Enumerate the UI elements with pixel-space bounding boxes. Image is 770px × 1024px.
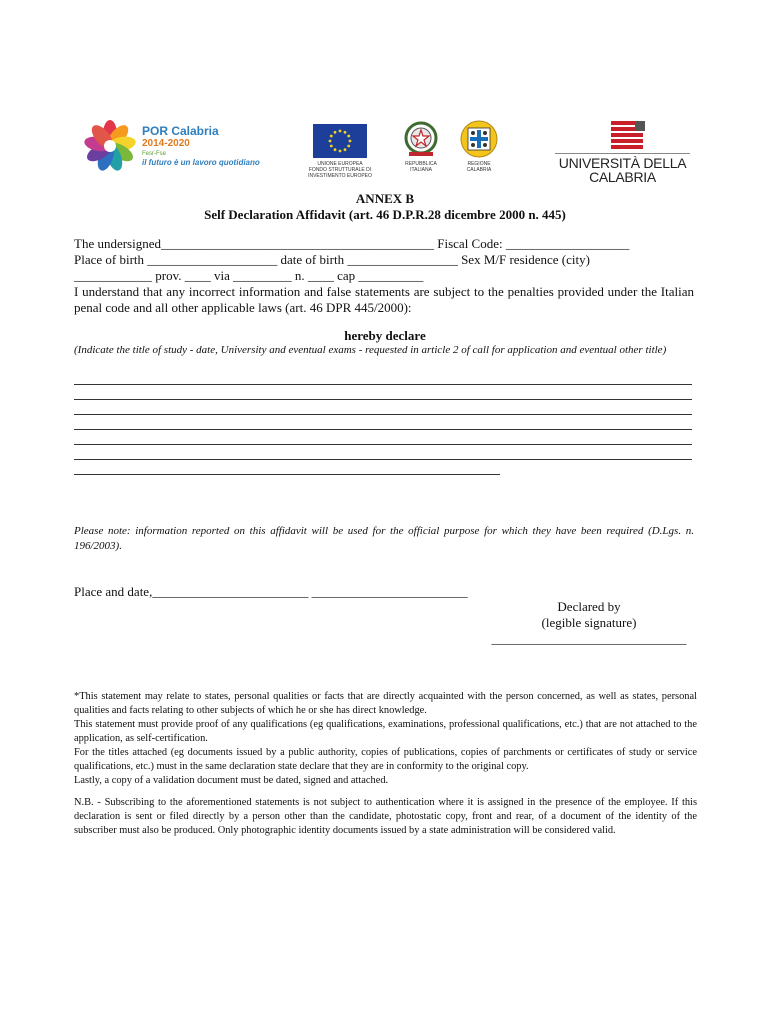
footnote-4: Lastly, a copy of a validation document must be dated, signed and attached. [74,775,389,786]
blank-line[interactable] [74,444,692,445]
footnote-3: For the titles attached (eg documents issued by a public authority, copies of publications, copies of parchments or certificates of study or service qualifications, etc.) must in the same declaration state declare that they are in conformity to the original copy. [74,747,697,772]
form-line-birth[interactable]: Place of birth ____________________ date of birth _________________ Sex M/F residence (city) [74,252,590,267]
signature-line[interactable]: ______________________________ [491,631,687,646]
place-and-date[interactable]: Place and date,________________________ ________________________ [74,584,468,599]
region-caption-line1: REGIONE [467,161,491,167]
italy-caption-line1: REPUBBLICA [405,161,437,167]
form-line-address[interactable]: ____________ prov. ____ via _________ n. ____ cap __________ [74,268,424,283]
italy-caption [396,161,446,173]
blank-line[interactable] [74,429,692,430]
por-years: 2014-2020 [142,138,190,149]
privacy-note: Please note: information reported on this affidavit will be used for the official purpose for which they have been required (D.Lgs. n. 196/2003). [74,525,694,552]
declare-instruction: (Indicate the title of study - date, University and eventual exams - requested in article 2 of call for application and eventual other title) [74,344,667,356]
footnotes [74,690,697,838]
form-line-undersigned[interactable]: The undersigned__________________________________________ Fiscal Code: ___________________ [74,236,630,251]
blank-line[interactable] [74,384,692,385]
annex-title: ANNEX B [355,191,415,206]
unical-divider [555,153,690,154]
por-calabria-logo [82,118,138,174]
region-caption [454,161,504,173]
eu-caption [290,161,390,179]
legible-signature-label: (legible signature) [541,615,637,630]
eu-caption-line1: UNIONE EUROPEA [317,161,363,167]
por-title: POR Calabria [142,124,219,138]
por-calabria-text [142,124,260,168]
unical-name-line1: UNIVERSITÀ DELLA [558,155,687,171]
italy-caption-line2: ITALIANA [410,167,432,173]
blank-line[interactable] [74,414,692,415]
blank-line[interactable] [74,459,692,460]
region-caption-line2: CALABRIA [466,167,492,173]
signature-block [485,599,693,647]
nb-note: N.B. - Subscribing to the aforementioned statements is not subject to authentication where it is assigned in the presence of the employee. If this declaration is sent or filed directly by a person other than the candidate, photostatic copy, front and rear, of a document of the identity of the subscriber must also be produced. Only photographic identity documents issued by a state administration will be considered valid. [74,797,697,836]
blank-line[interactable] [74,399,692,400]
declared-by-label: Declared by [557,599,621,614]
eu-caption-line2: FONDO STRUTTURALE DI INVESTIMENTO EUROPEO [308,167,372,179]
declare-heading: hereby declare [344,328,426,343]
unical-name [555,156,690,184]
unical-name-line2: CALABRIA [589,169,656,185]
blank-line[interactable] [74,474,500,475]
por-fund: Fesr-Fse [142,151,166,157]
footnote-2: This statement must provide proof of any qualifications (eg qualifications, examinations, professional qualifications, etc.) that are not attached to the application, as self-certification. [74,719,697,744]
footnote-1: *This statement may relate to states, personal qualities or facts that are directly acquainted with the person concerned, as well as states, personal qualities and facts relating to other subjects of which he or she has direct knowledge. [74,691,697,716]
regione-calabria-crest-icon [459,119,499,159]
italian-republic-emblem-icon [403,120,439,158]
por-tagline: il futuro è un lavoro quotidiano [142,158,260,167]
eu-flag-icon [313,124,367,158]
document-subtitle: Self Declaration Affidavit (art. 46 D.P.R.28 dicembre 2000 n. 445) [204,207,566,222]
penalty-statement: I understand that any incorrect information and false statements are subject to the penalties provided under the Italian penal code and all other applicable laws (art. 46 DPR 445/2000): [74,284,694,315]
unical-logo-icon [605,121,649,151]
